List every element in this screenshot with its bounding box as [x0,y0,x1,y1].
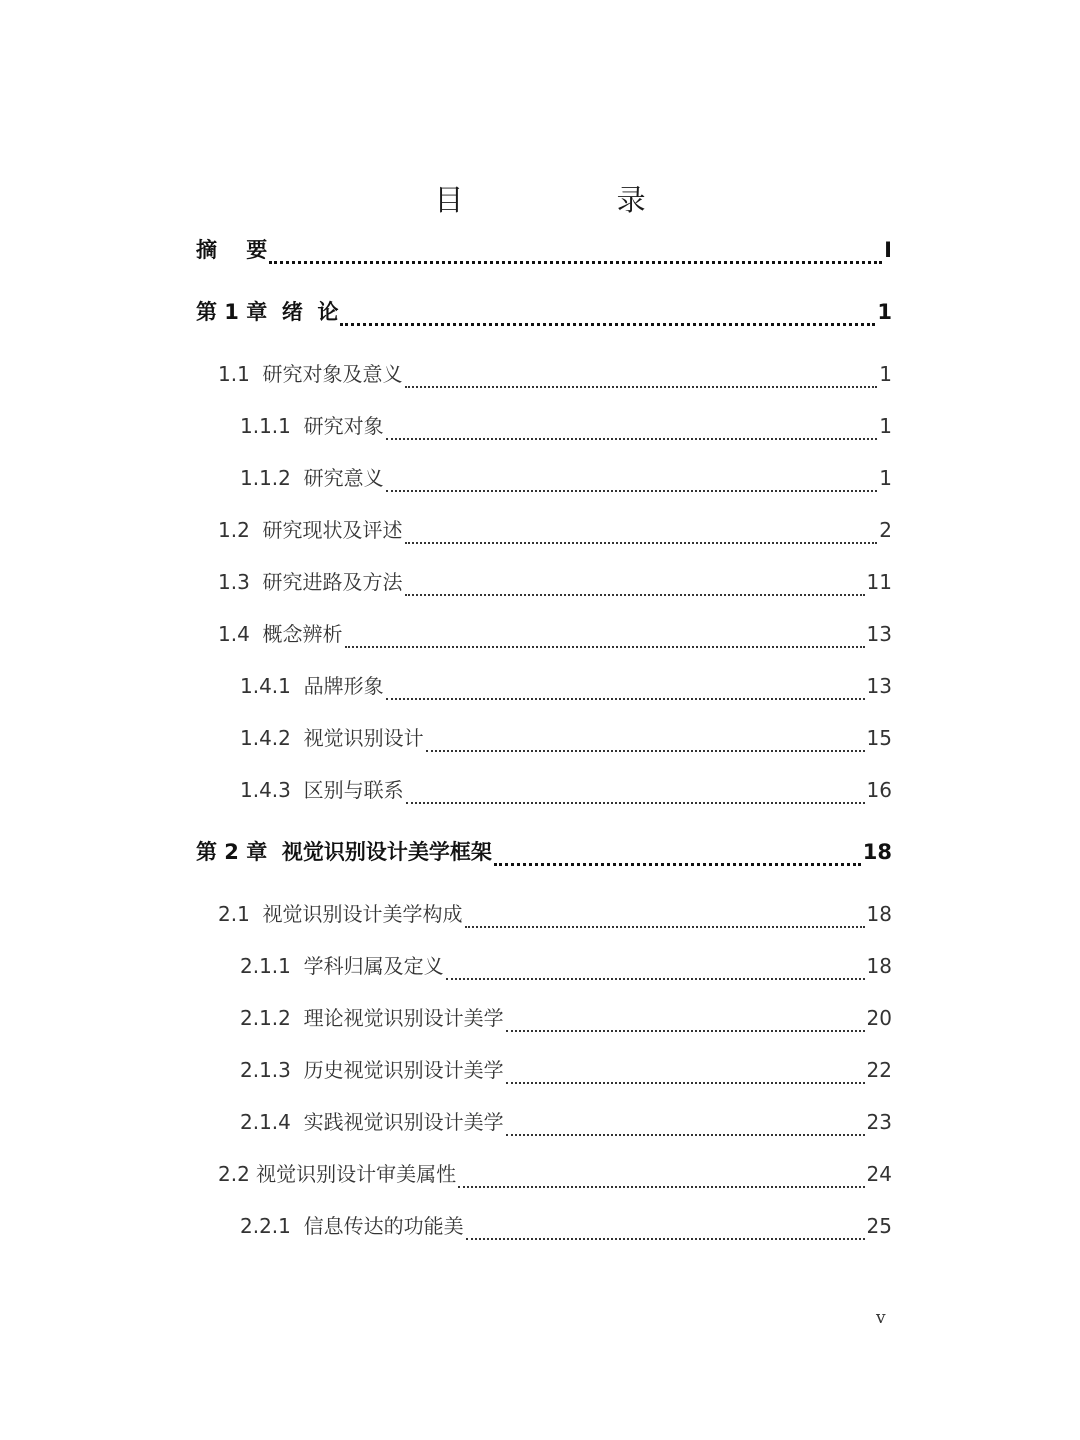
dot-leader [466,1237,865,1240]
dot-leader [386,697,865,700]
toc-entry-label: 2.2 视觉识别设计审美属性 [218,1162,457,1186]
toc-entry-page: 16 [866,778,892,802]
toc-entry-label: 2.1.4 实践视觉识别设计美学 [240,1110,504,1134]
dot-leader [405,541,878,544]
dot-leader [426,749,865,752]
toc-entry[interactable] [196,296,892,332]
toc-entry[interactable] [196,1002,892,1038]
toc-entry-page: 11 [866,570,892,594]
dot-leader [386,437,878,440]
toc-entry-label: 1.1.1 研究对象 [240,414,384,438]
toc-entry[interactable] [196,836,892,872]
dot-leader [465,925,865,928]
toc-entry[interactable] [196,1106,892,1142]
toc-entry[interactable] [196,462,892,498]
toc-entry-label: 2.2.1 信息传达的功能美 [240,1214,464,1238]
dot-leader [506,1029,865,1032]
toc-entry[interactable] [196,618,892,654]
toc-entry-label: 1.4.3 区别与联系 [240,778,404,802]
dot-leader [405,593,865,596]
toc-entry-label: 第 1 章 绪 论 [196,300,339,324]
toc-entry-page: 13 [866,622,892,646]
dot-leader [506,1081,865,1084]
dot-leader [340,322,875,326]
toc-entry[interactable] [196,898,892,934]
toc-entry[interactable] [196,670,892,706]
toc-entry[interactable] [196,514,892,550]
toc-entry-page: 1 [879,414,892,438]
toc-entry[interactable] [196,722,892,758]
toc-entry-page: I [884,238,892,262]
toc-entry-page: 23 [866,1110,892,1134]
dot-leader [386,489,878,492]
toc-entry-page: 2 [879,518,892,542]
toc-entry-label: 1.4.1 品牌形象 [240,674,384,698]
toc-entry-label: 摘 要 [196,238,268,262]
toc-entry-page: 1 [877,300,892,324]
toc-entry-label: 2.1 视觉识别设计美学构成 [218,902,463,926]
dot-leader [506,1133,865,1136]
dot-leader [406,801,865,804]
dot-leader [494,862,861,866]
page-number: v [876,1308,886,1328]
toc-entry-label: 第 2 章 视觉识别设计美学框架 [196,840,492,864]
toc-entry-page: 1 [879,362,892,386]
toc-entry-label: 1.4 概念辨析 [218,622,343,646]
toc-entry-label: 1.1.2 研究意义 [240,466,384,490]
toc-entry-label: 1.3 研究进路及方法 [218,570,403,594]
toc-entry-label: 2.1.3 历史视觉识别设计美学 [240,1058,504,1082]
toc-entry[interactable] [196,950,892,986]
toc-entry[interactable] [196,1158,892,1194]
toc-entry[interactable] [196,358,892,394]
toc-entry-label: 1.1 研究对象及意义 [218,362,403,386]
toc-entry-page: 22 [866,1058,892,1082]
toc-entry-label: 2.1.1 学科归属及定义 [240,954,444,978]
toc-entry-label: 1.4.2 视觉识别设计 [240,726,424,750]
toc-entry-page: 18 [866,954,892,978]
toc-entry-page: 15 [866,726,892,750]
toc-entry[interactable] [196,1054,892,1090]
dot-leader [458,1185,864,1188]
toc-entry[interactable] [196,234,892,270]
toc-entry-page: 18 [866,902,892,926]
toc-entry[interactable] [196,410,892,446]
toc-entry-label: 2.1.2 理论视觉识别设计美学 [240,1006,504,1030]
dot-leader [405,385,878,388]
toc-entry-label: 1.2 研究现状及评述 [218,518,403,542]
toc-entry[interactable] [196,566,892,602]
dot-leader [269,260,882,264]
toc-entry[interactable] [196,774,892,810]
toc-entry-page: 24 [866,1162,892,1186]
toc-entry-page: 18 [862,840,892,864]
toc-entry[interactable] [196,1210,892,1246]
toc-title: 目 录 [434,183,718,217]
toc-entry-page: 13 [866,674,892,698]
toc-entry-page: 1 [879,466,892,490]
dot-leader [345,645,865,648]
toc-entry-page: 20 [866,1006,892,1030]
toc-entry-page: 25 [866,1214,892,1238]
dot-leader [446,977,865,980]
